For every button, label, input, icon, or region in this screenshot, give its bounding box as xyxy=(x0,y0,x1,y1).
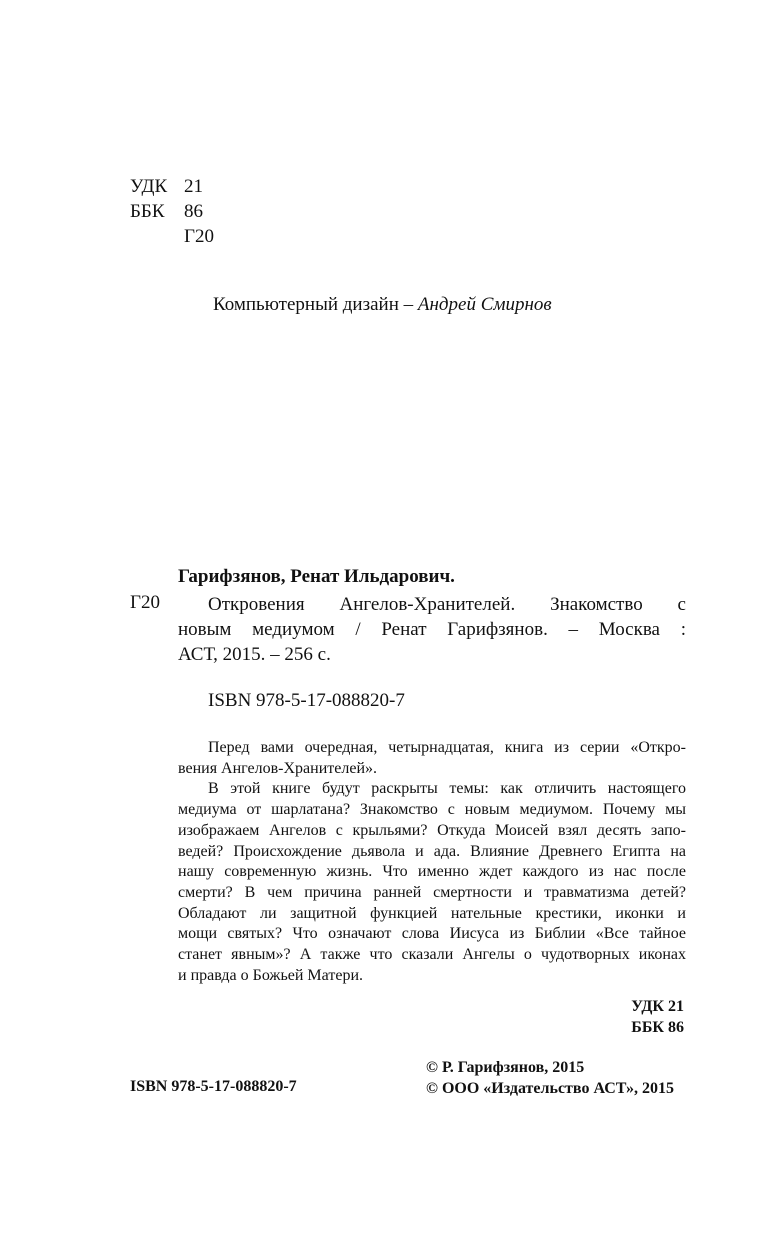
annotation-line: смерти? В чем причина ранней смертности и травматизма детей? xyxy=(178,883,686,901)
catalog-line: АСТ, 2015. – 256 с. xyxy=(178,644,331,665)
annotation-line: изображаем Ангелов с крыльями? Откуда Моисей взял десять запо- xyxy=(178,821,686,839)
catalog-isbn: ISBN 978-5-17-088820-7 xyxy=(208,690,405,711)
annotation-line: медиума от шарлатана? Знакомство с новым медиумом. Почему мы xyxy=(178,801,686,819)
udk-label: УДК xyxy=(130,176,168,197)
annotation-line: и правда о Божьей Матери. xyxy=(178,966,363,984)
catalog-description xyxy=(178,592,686,667)
design-credit xyxy=(213,294,552,316)
annotation-line: нашу современную жизнь. Что именно ждет каждого из нас после xyxy=(178,863,686,881)
annotation-line: В этой книге будут раскрыты темы: как отличить настоящего xyxy=(208,780,686,798)
copyright-author: © Р. Гарифзянов, 2015 xyxy=(426,1059,585,1076)
annotation-line: ведей? Происхождение дьявола и ада. Влияние Древнего Египта на xyxy=(178,842,686,860)
footer-codes xyxy=(631,996,684,1038)
design-credit-role: Компьютерный дизайн – xyxy=(213,294,414,315)
bbk-label: ББК xyxy=(130,201,165,222)
catalog-author: Гарифзянов, Ренат Ильдарович. xyxy=(178,566,455,587)
author-sign-row xyxy=(130,224,214,249)
footer-bbk: ББК 86 xyxy=(631,1019,684,1036)
author-sign: Г20 xyxy=(184,226,214,247)
bbk-row xyxy=(130,199,214,224)
copyright-publisher: © ООО «Издательство АСТ», 2015 xyxy=(426,1080,675,1097)
design-credit-name: Андрей Смирнов xyxy=(417,294,552,315)
catalog-author-sign: Г20 xyxy=(130,592,160,613)
annotation-line: Обладают ли защитной функцией нательные крестики, иконки и xyxy=(178,904,686,922)
footer-isbn: ISBN 978-5-17-088820-7 xyxy=(130,1078,297,1095)
annotation-line: Перед вами очередная, четырнадцатая, книга из серии «Откро- xyxy=(208,739,686,756)
catalog-line: Откровения Ангелов-Хранителей. Знакомство с xyxy=(208,594,686,615)
annotation xyxy=(178,738,686,986)
udk-value: 21 xyxy=(184,176,203,197)
catalog-line: новым медиумом / Ренат Гарифзянов. – Москва : xyxy=(178,619,686,640)
annotation-line: вения Ангелов-Хранителей». xyxy=(178,759,378,777)
udk-row xyxy=(130,174,214,199)
copyright-block xyxy=(426,1057,674,1099)
classification-codes xyxy=(130,174,214,249)
footer-udk: УДК 21 xyxy=(631,998,684,1015)
annotation-line: мощи святых? Что означают слова Иисуса из Библии «Все тайное xyxy=(178,925,686,943)
annotation-line: станет явным»? А также что сказали Ангелы о чудотворных иконах xyxy=(178,946,686,964)
bbk-value: 86 xyxy=(184,201,203,222)
